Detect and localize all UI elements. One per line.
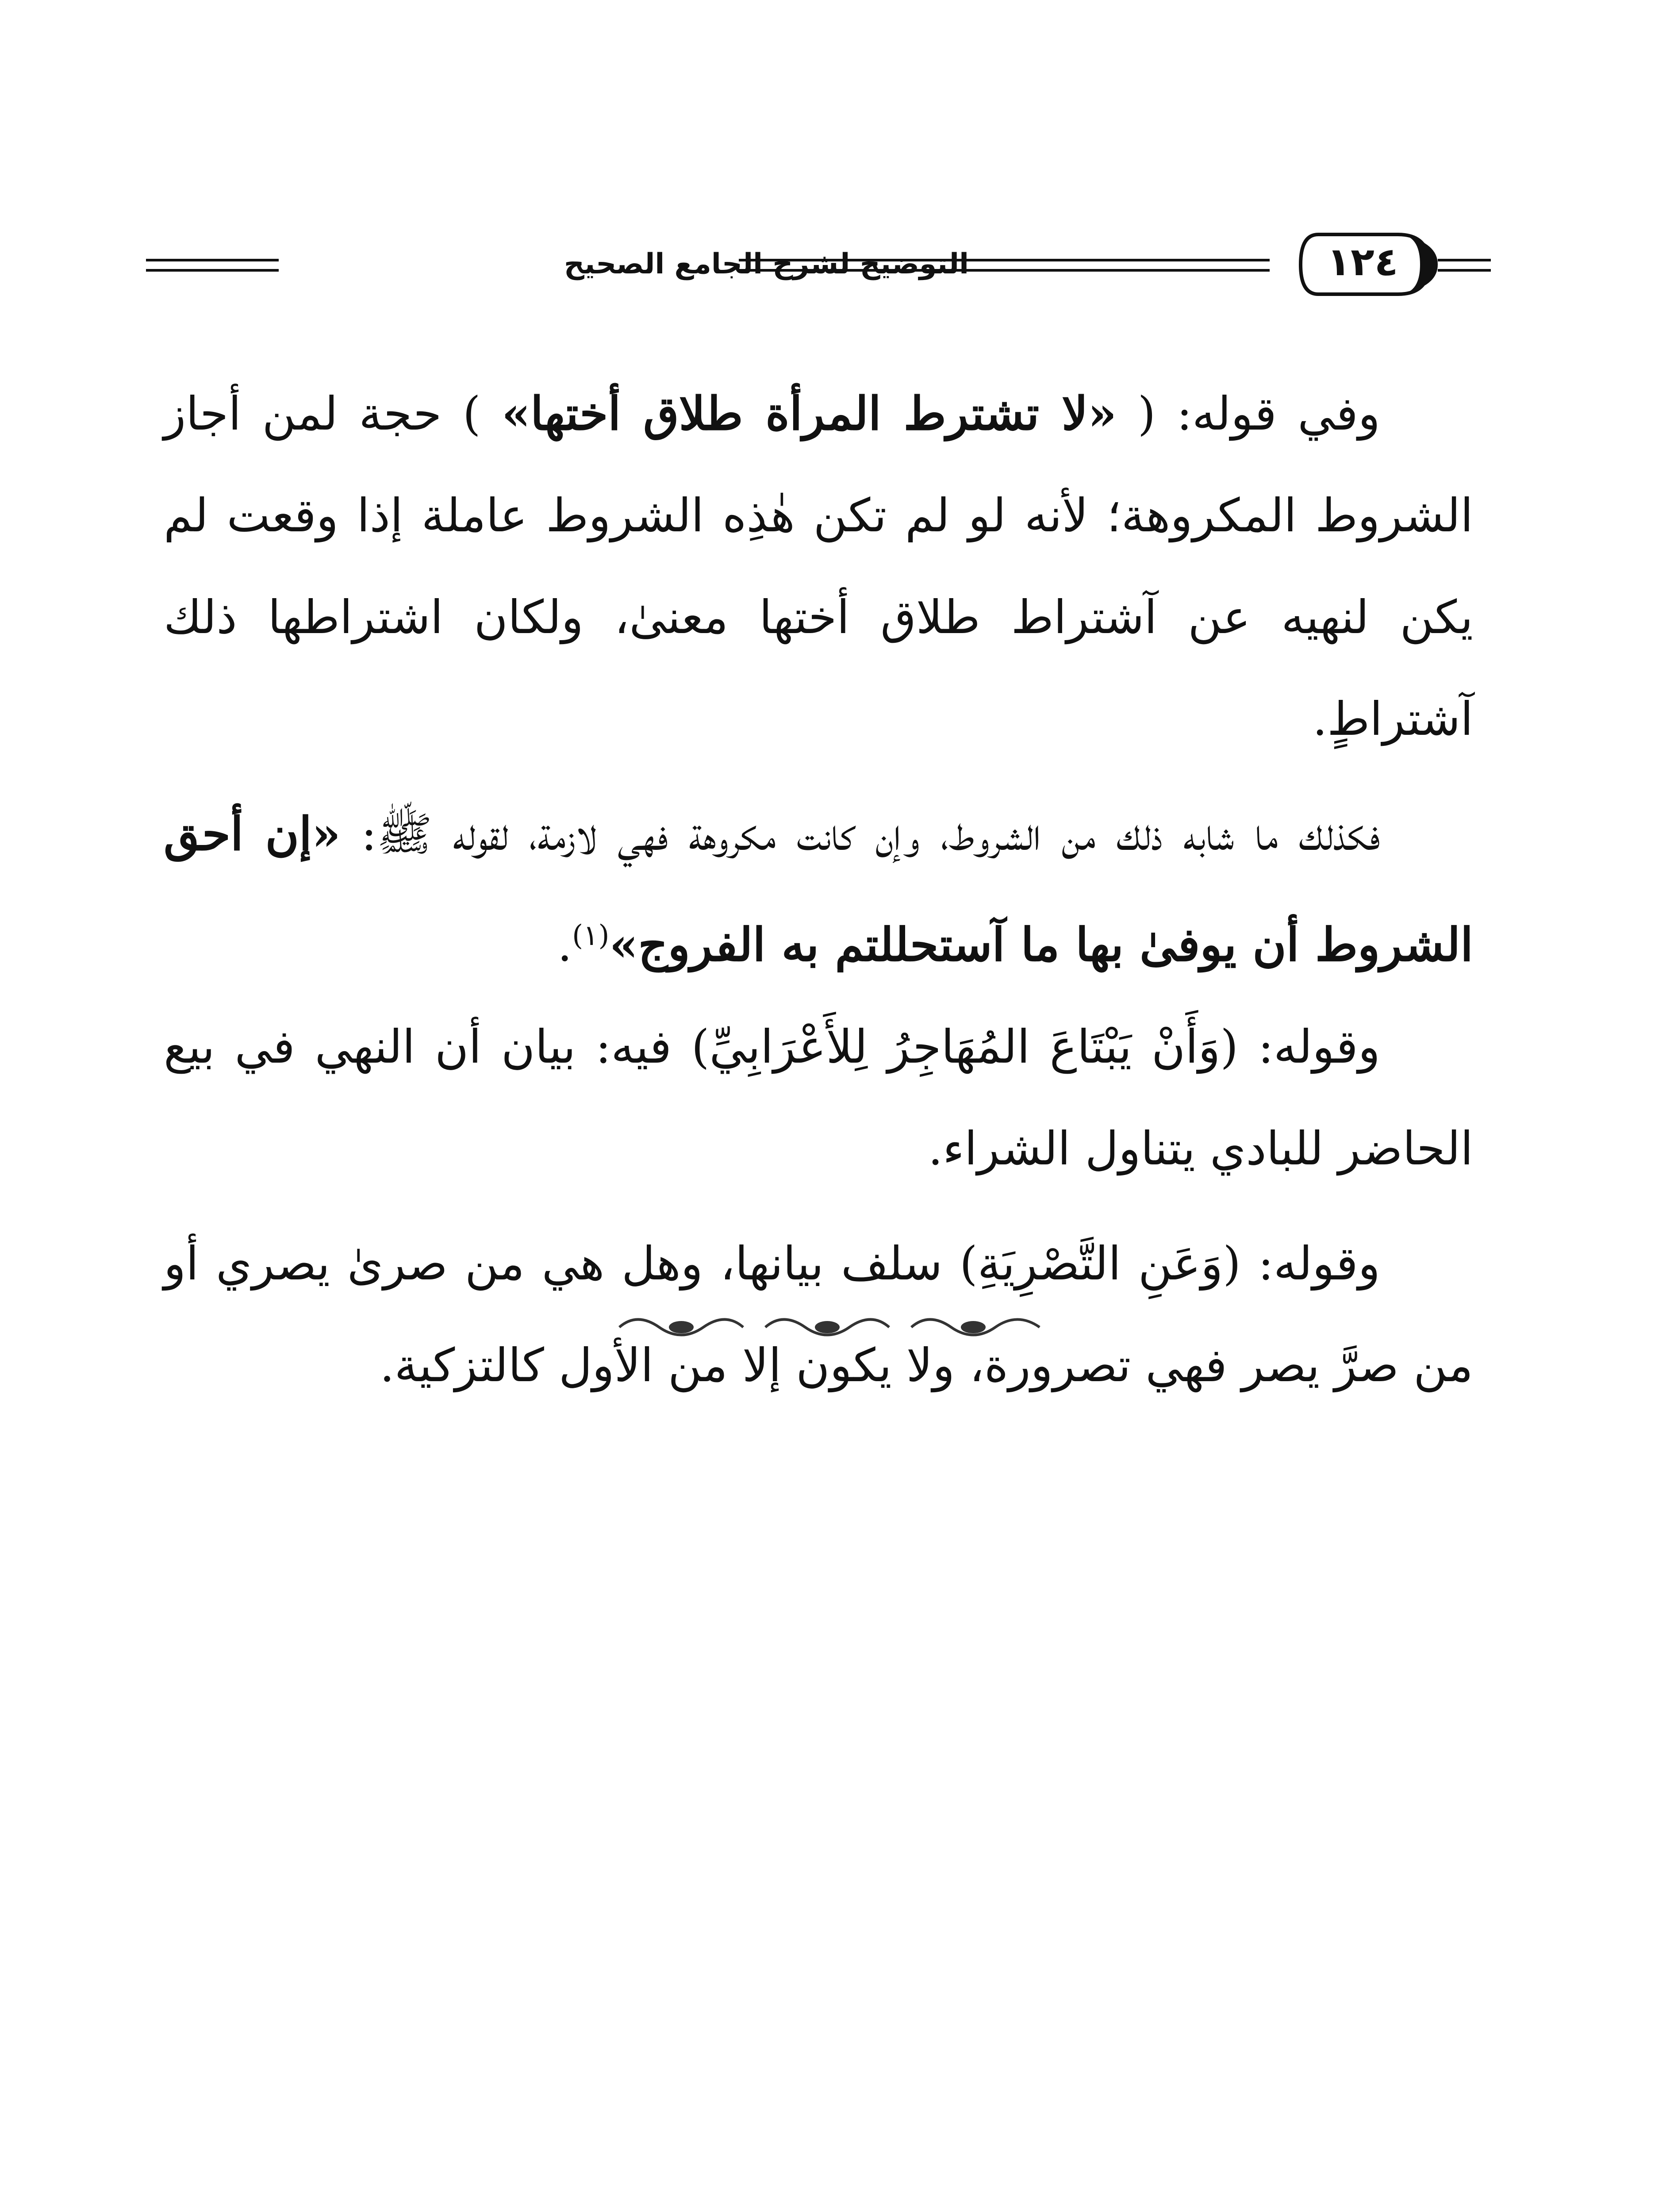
page-number: ١٢٤ — [1327, 239, 1398, 284]
paragraph-4-quote: (وَعَنِ التَّصْرِيَةِ) — [960, 1236, 1241, 1290]
header-rule-left-top — [146, 259, 279, 261]
paragraph-3-text: فيه: بيان أن النهي في بيع الحاضر للبادي يتناول الشراء. — [164, 1019, 1473, 1175]
paragraph-4-lead: وقوله: — [1240, 1236, 1380, 1290]
footnote-reference[interactable]: (١) — [572, 919, 610, 952]
paragraph-1-lead: وفي قوله: ( — [1117, 387, 1381, 441]
header-title: التوضيح لشرح الجامع الصحيح — [564, 248, 969, 280]
page-number-frame — [1287, 226, 1438, 303]
paragraph-3-lead: وقوله: — [1238, 1019, 1380, 1074]
paragraph-3 — [164, 996, 1473, 1199]
running-header — [146, 226, 1491, 310]
paragraph-1-text: ) حجة لمن أجاز الشروط المكروهة؛ لأنه لو لم تكن هٰذِه الشروط عاملة إذا وقعت لم يكن لنهيه عن آشتراط طلاق أختها معنىٰ، ولكان اشتراطها ذلك آشتراطٍ. — [164, 387, 1473, 746]
paragraph-2-hadith-quote: «إن أحق الشروط أن يوفىٰ بها ما آستحللتم به الفروج» — [164, 806, 1473, 972]
paragraph-4-text: سلف بيانها، وهل هي من صرىٰ يصري أو من صرَّ يصر فهي تصرورة، ولا يكون إلا من الأول كالتزكية. — [164, 1236, 1473, 1392]
paragraph-2-text: . — [557, 918, 572, 972]
header-rule-right-bottom — [1438, 269, 1491, 272]
paragraph-2 — [164, 783, 1473, 996]
header-rule-left-bottom — [146, 269, 279, 272]
header-rule-right-top — [1438, 259, 1491, 261]
paragraph-2-lead: فكذلك ما شابه ذلك من الشروط، وإن كانت مكروهة فهي لازمة، لقوله ﷺ: — [340, 807, 1380, 861]
section-end-ornament-icon — [610, 1310, 1053, 1345]
main-text — [164, 363, 1473, 1416]
paragraph-1 — [164, 363, 1473, 770]
paragraph-3-quote: (وَأَنْ يَبْتَاعَ المُهَاجِرُ لِلأَعْرَابِيِّ) — [691, 1019, 1239, 1074]
paragraph-1-quote: «لا تشترط المرأة طلاق أختها» — [502, 386, 1117, 441]
